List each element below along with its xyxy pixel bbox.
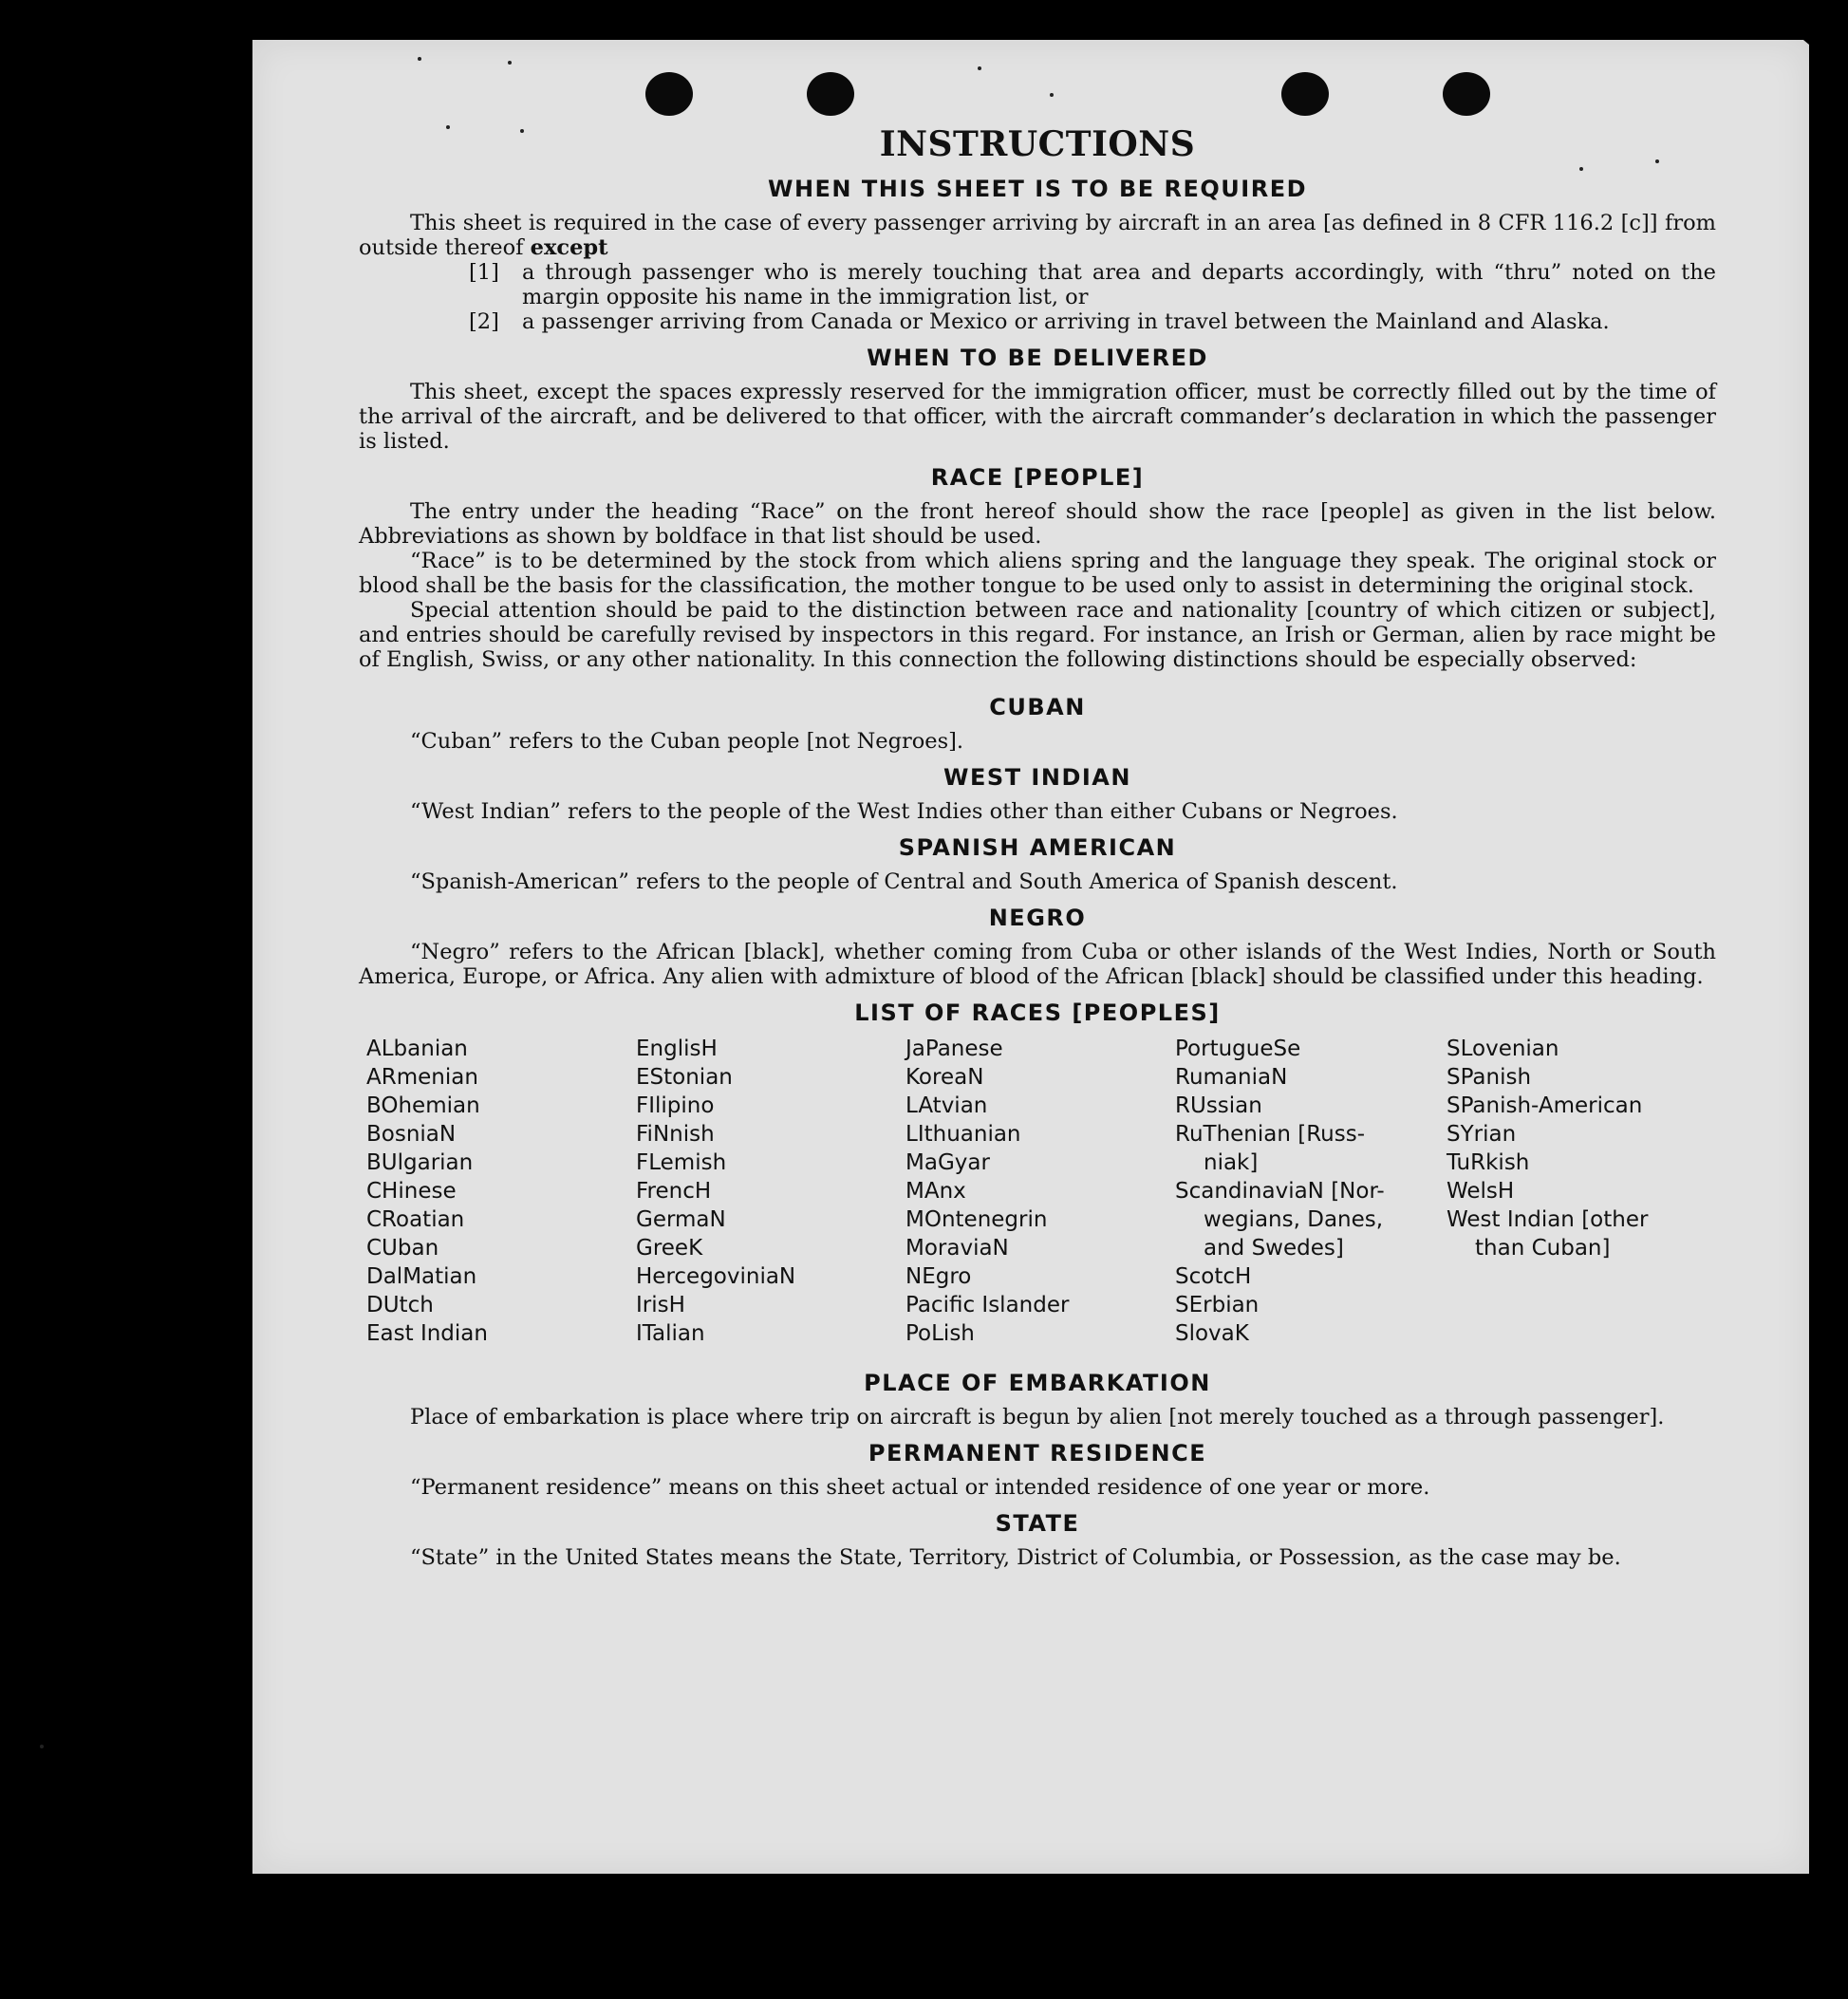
west-indian-text: “West Indian” refers to the people of the West Indies other than either Cubans or Negroes. [410,799,1398,824]
race-item: CHinese [366,1179,457,1204]
race-item: HercegovinіaN [636,1264,796,1289]
spanish-american-text: “Spanish-American” refers to the people of Central and South America of Spanish descent. [410,869,1398,894]
race-paragraph-3: Special attention should be paid to the distinction between race and nationality [country of which citizen or subject], and entries should be carefully revised by inspectors in this regard. For instance, an Irish or German, alien by race might be of English, Swiss, or any other nationality. In this connection the following distinctions should be especially observed: [359,598,1716,672]
race-item: GreeK [636,1236,703,1261]
state-text: “State” in the United States means the State, Territory, District of Columbia, or Possession, as the case may be. [410,1545,1621,1570]
race-item: ARmenian [366,1065,478,1090]
race-item: MAnx [905,1179,966,1204]
list-item-text: a passenger arriving from Canada or Mexico or arriving in travel between the Mainland and Alaska. [522,309,1610,334]
race-item: RuThenian [Russ- [1175,1122,1366,1147]
race-item: NEgro [905,1264,972,1289]
required-intro [359,211,1716,260]
heading-when-required: WHEN THIS SHEET IS TO BE REQUIRED [767,176,1308,202]
race-item: BUlgarian [366,1150,474,1175]
race-item: FrencH [636,1179,712,1204]
race-item: LIthuanian [905,1122,1021,1147]
race-item: TuRkish [1447,1150,1530,1175]
race-item: niak] [1204,1150,1259,1175]
race-item: CRoatian [366,1207,465,1232]
speck [978,66,981,70]
race-item: EStonian [636,1065,733,1090]
race-item: Pacific Islander [905,1293,1070,1317]
race-item: ScotcH [1175,1264,1252,1289]
instructions-content [359,123,1716,1570]
race-item: West Indian [other [1447,1207,1649,1232]
required-intro-text: This sheet is required in the case of every passenger arriving by aircraft in an area [as defined in 8 CFR 116.2 [c]] from outside thereof [359,211,1716,260]
races-column [636,1035,905,1348]
folded-corner [1803,40,1848,182]
heading-permanent-residence: PERMANENT RESIDENCE [868,1440,1207,1467]
race-item: CUban [366,1236,439,1261]
race-item: BosniaN [366,1122,457,1147]
heading-list-of-races: LIST OF RACES [PEOPLES] [854,1000,1221,1026]
embarkation-text: Place of embarkation is place where trip on aircraft is begun by alien [not merely touched as a through passenger]. [410,1405,1665,1429]
race-item: MoraviaN [905,1236,1009,1261]
residence-text: “Permanent residence” means on this sheet actual or intended residence of one year or more. [410,1475,1430,1500]
list-item [469,260,1716,309]
race-item: DalMatian [366,1264,477,1289]
races-list [366,1035,1716,1348]
race-item: LAtvian [905,1093,988,1118]
race-item: MOntenegrin [905,1207,1048,1232]
punch-hole [645,72,693,116]
race-item: SYrian [1447,1122,1517,1147]
race-item: DUtch [366,1293,434,1317]
race-item: RumaniaN [1175,1065,1288,1090]
heading-when-delivered: WHEN TO BE DELIVERED [867,345,1208,371]
race-item: FLemish [636,1150,727,1175]
required-intro-bold: except [530,235,608,260]
race-item: PortugueSe [1175,1037,1301,1061]
race-item: EnglisH [636,1037,718,1061]
race-item: MaGyar [905,1150,990,1175]
heading-place-of-embarkation: PLACE OF EMBARKATION [864,1370,1211,1396]
heading-cuban: CUBAN [989,694,1086,720]
races-column [1175,1035,1447,1348]
race-item: East Indian [366,1321,488,1346]
speck [40,1745,44,1748]
race-item: WelsH [1447,1179,1515,1204]
race-item: SPanish [1447,1065,1532,1090]
race-item: and Swedes] [1204,1236,1344,1261]
punch-hole [1443,72,1490,116]
cuban-text: “Cuban” refers to the Cuban people [not Negroes]. [410,729,964,754]
race-item: SLovenian [1447,1037,1559,1061]
heading-state: STATE [995,1510,1080,1537]
race-paragraph-2: “Race” is to be determined by the stock from which aliens spring and the language they speak. The original stock or blood shall be the basis for the classification, the mother tongue to be used only to assist in determining the original stock. [359,549,1716,598]
heading-spanish-american: SPANISH AMERICAN [898,834,1177,861]
race-item: PoLish [905,1321,975,1346]
list-item-number: [1] [469,260,499,285]
race-item: BOhemian [366,1093,480,1118]
race-item: FIlipino [636,1093,715,1118]
race-item: SErbian [1175,1293,1260,1317]
races-column [905,1035,1175,1348]
speck [418,57,421,61]
heading-race: RACE [PEOPLE] [930,464,1145,491]
speck [508,61,512,65]
list-item-number: [2] [469,309,499,334]
race-item: SlovaK [1175,1321,1249,1346]
race-item: KoreaN [905,1065,984,1090]
race-item: ITalian [636,1321,705,1346]
race-item: ALbanian [366,1037,468,1061]
punch-hole [1281,72,1329,116]
race-item: SPanish-American [1447,1093,1643,1118]
speck [1050,93,1054,97]
heading-negro: NEGRO [988,905,1087,931]
race-item: than Cuban] [1475,1236,1611,1261]
race-item: GermaN [636,1207,726,1232]
races-column [1447,1035,1722,1348]
race-item: JaPanese [905,1037,1003,1061]
delivered-text: This sheet, except the spaces expressly reserved for the immigration officer, must be correctly filled out by the time of the arrival of the aircraft, and be delivered to that officer, with the aircraft commander’s declaration in which the passenger is listed. [359,380,1716,454]
race-item: wegians, Danes, [1204,1207,1384,1232]
race-item: ScandinaviaN [Nor- [1175,1179,1385,1204]
negro-text: “Negro” refers to the African [black], whether coming from Cuba or other islands of the West Indies, North or South America, Europe, or Africa. Any alien with admixture of blood of the African [black] should be classified under this heading. [359,940,1716,989]
race-item: RUssian [1175,1093,1262,1118]
list-item-text: a through passenger who is merely touching that area and departs accordingly, with “thru” noted on the margin opposite his name in the immigration list, or [522,260,1716,309]
heading-west-indian: WEST INDIAN [943,764,1131,791]
races-column [366,1035,636,1348]
punch-hole [807,72,854,116]
race-item: IrisH [636,1293,685,1317]
race-item: FiNnish [636,1122,715,1147]
list-item [469,309,1716,334]
race-paragraph-1: The entry under the heading “Race” on the front hereof should show the race [people] as given in the list below. Abbreviations as shown by boldface in that list should be used. [359,499,1716,549]
page-title: INSTRUCTIONS [879,124,1196,164]
